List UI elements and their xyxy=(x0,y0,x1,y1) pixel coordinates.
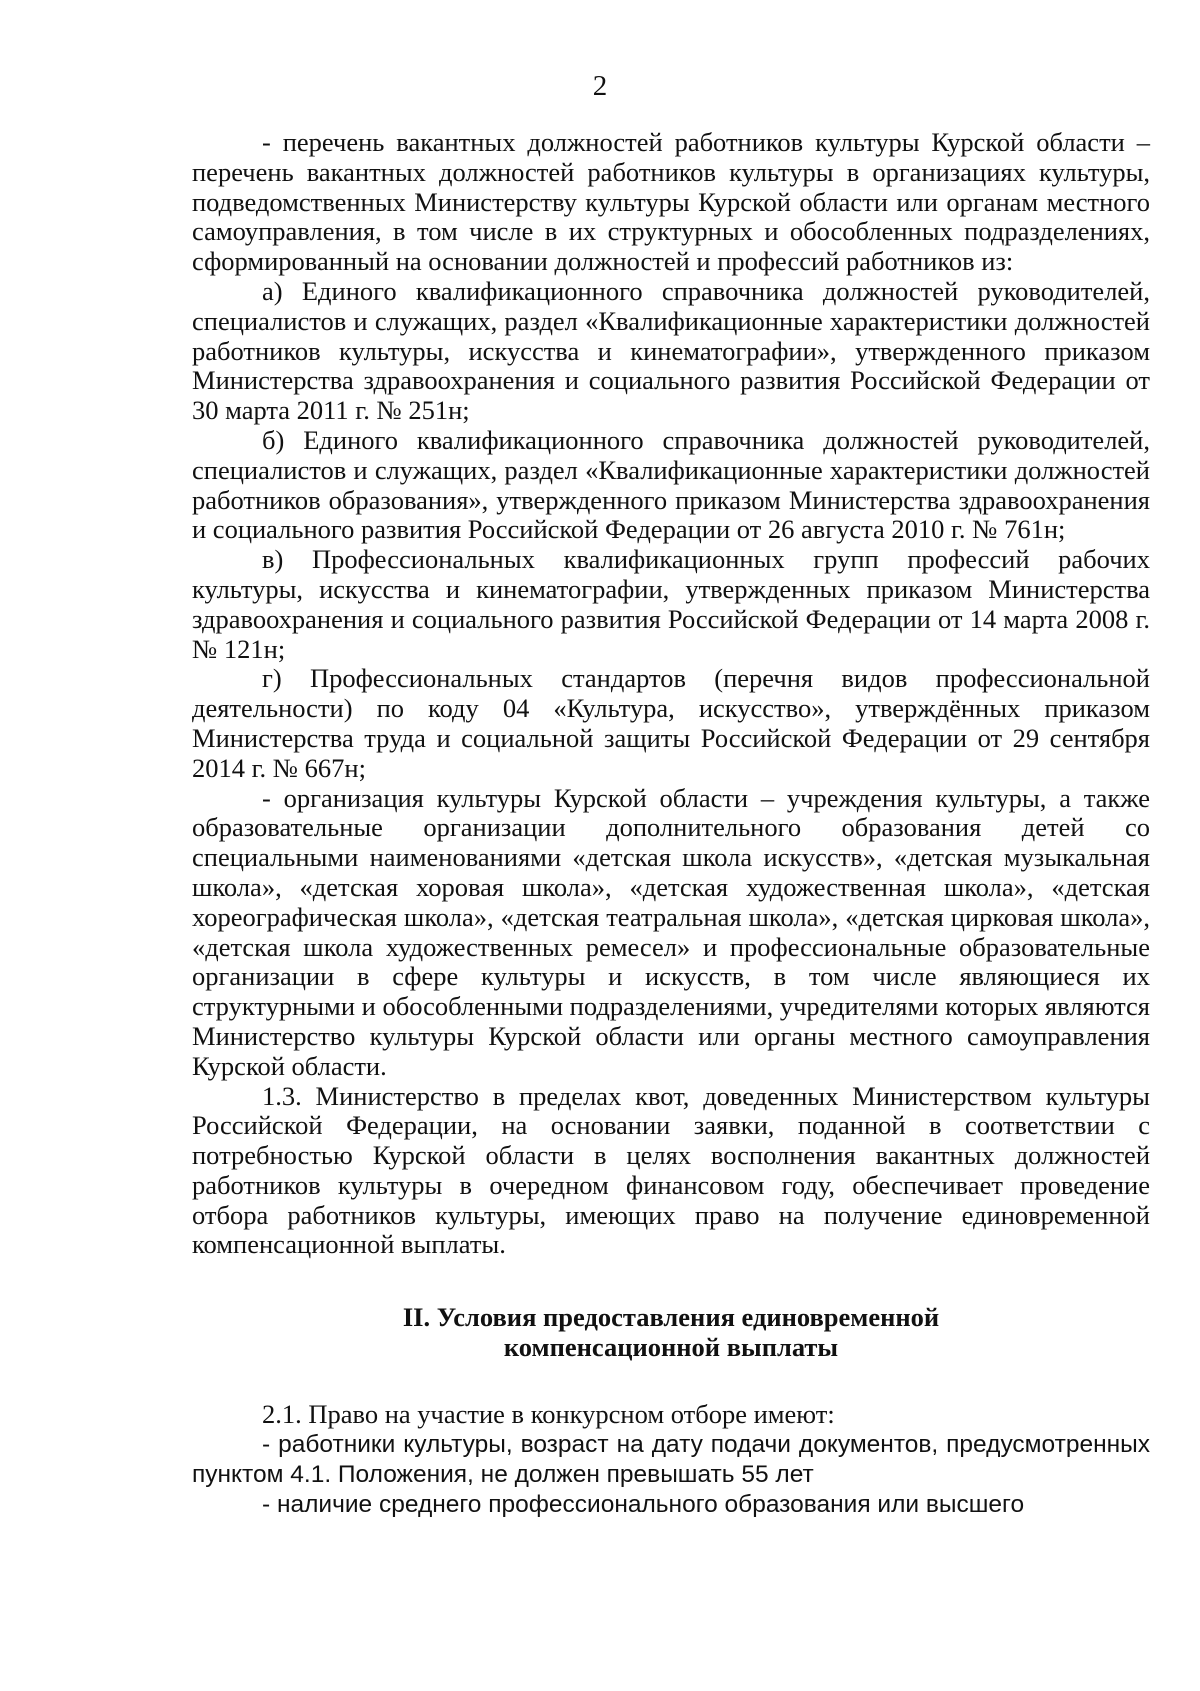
document-body xyxy=(192,128,1150,1519)
paragraph-item-b: б) Единого квалификационного справочника должностей руководителей, специалистов и служащих, раздел «Квалификационные характеристики должностей работников образования», утвержденного приказом Министерства здравоохранения и социального развития Российской Федерации от 26 августа 2010 г. № 761н; xyxy=(192,424,1150,545)
section-heading-line-2: компенсационной выплаты xyxy=(503,1332,839,1363)
paragraph-vacant-positions-definition: - перечень вакантных должностей работников культуры Курской области – перечень вакантных должностей работников культуры в организациях культуры, подведомственных Министерству культуры Курской области или органам местного самоуправления, в том числе в их структурных и обособленных подразделениях, сформированный на основании должностей и профессий работников из: xyxy=(192,127,1150,277)
page-number: 2 xyxy=(592,70,608,102)
section-heading-line-1: II. Условия предоставления единовременной xyxy=(402,1302,940,1333)
paragraph-item-v: в) Профессиональных квалификационных групп профессий рабочих культуры, искусства и кинематографии, утвержденных приказом Министерства здравоохранения и социального развития Российской Федерации от 14 марта 2008 г. № 121н; xyxy=(192,544,1150,664)
paragraph-age-requirement: - работники культуры, возраст на дату подачи документов, предусмотренных пунктом 4.1. Положения, не должен превышать 55 лет xyxy=(192,1431,1150,1488)
section-heading xyxy=(192,1302,1150,1362)
paragraph-clause-2-1: 2.1. Право на участие в конкурсном отборе имеют: xyxy=(262,1399,835,1430)
paragraph-education-requirement: - наличие среднего профессионального образования или высшего xyxy=(262,1490,1025,1518)
paragraph-item-a: а) Единого квалификационного справочника должностей руководителей, специалистов и служащих, раздел «Квалификационные характеристики должностей работников культуры, искусства и кинематографии», утвержденного приказом Министерства здравоохранения и социального развития Российской Федерации от 30 марта 2011 г. № 251н; xyxy=(192,275,1150,426)
paragraph-clause-1-3: 1.3. Министерство в пределах квот, доведенных Министерством культуры Российской Федерации, на основании заявки, поданной в соответствии с потребностью Курской области в целях восполнения вакантных должностей работников культуры в очередном финансовом году, обеспечивает проведение отбора работников культуры, имеющих право на получение единовременной компенсационной выплаты. xyxy=(192,1080,1150,1260)
paragraph-culture-organization-definition: - организация культуры Курской области – учреждения культуры, а также образовательные организации дополнительного образования детей со специальными наименованиями «детская школа искусств», «детская музыкальная школа», «детская хоровая школа», «детская художественная школа», «детская хореографическая школа», «детская театральная школа», «детская цирковая школа», «детская школа художественных ремесел» и профессиональные образовательные организации в сфере культуры и искусств, в том числе являющиеся их структурными и обособленными подразделениями, учредителями которых являются Министерство культуры Курской области или органы местного самоуправления Курской области. xyxy=(192,782,1150,1081)
paragraph-item-g: г) Профессиональных стандартов (перечня видов профессиональной деятельности) по коду 04 «Культура, искусство», утверждённых приказом Министерства труда и социальной защиты Российской Федерации от 29 сентября 2014 г. № 667н; xyxy=(192,663,1150,783)
